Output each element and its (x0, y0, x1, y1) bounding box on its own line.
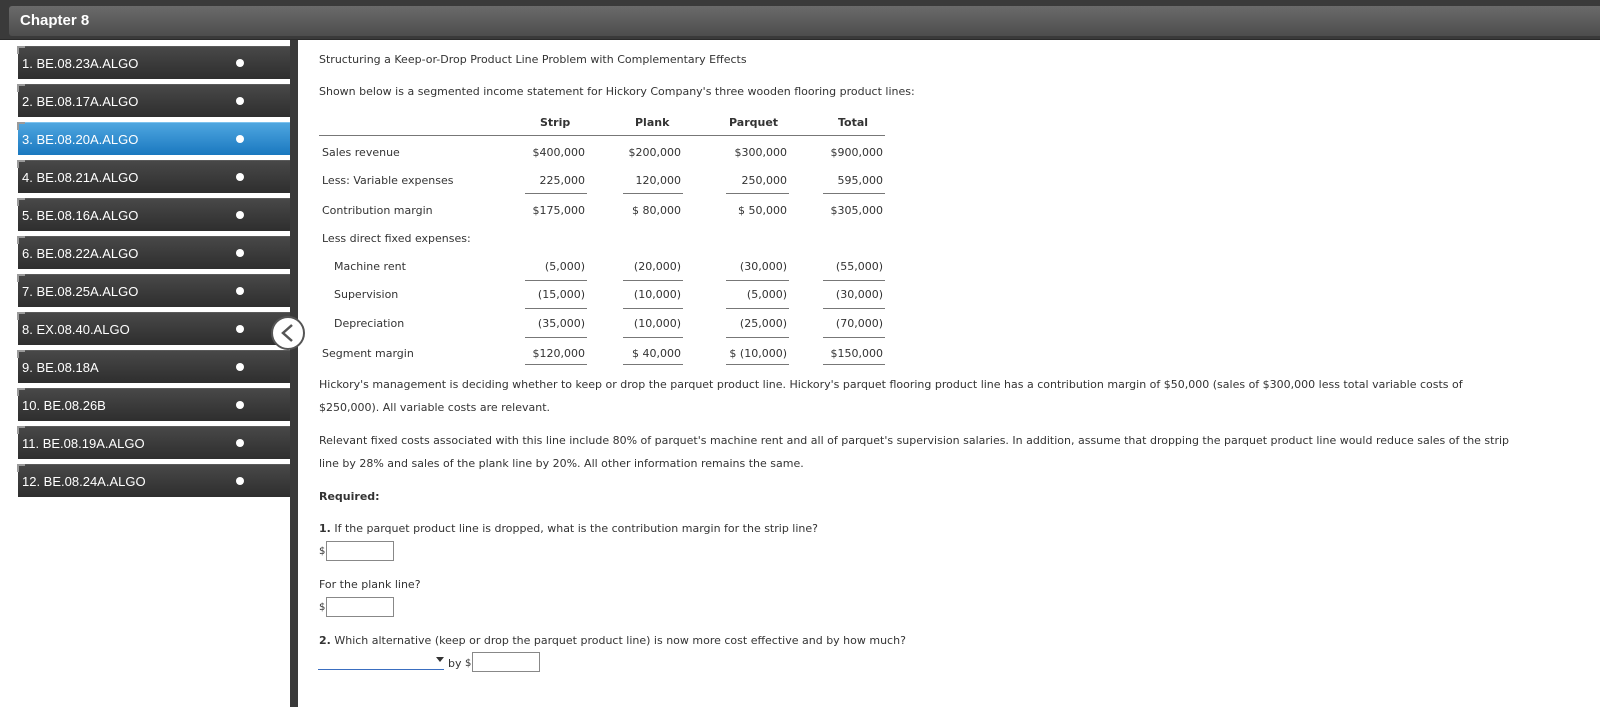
cell-depreciation-strip: (35,000) (537, 317, 585, 330)
row-label-fixed: Less direct fixed expenses: (322, 232, 471, 245)
question-1b-text: For the plank line? (319, 578, 421, 591)
cell-sales-strip: $400,000 (532, 146, 585, 159)
sidebar-item-1[interactable] (18, 46, 290, 79)
subtotal-rule (726, 193, 789, 194)
sidebar-item-label: 9. BE.08.18A (22, 360, 99, 375)
cell-segment-parquet: $ (10,000) (729, 347, 787, 360)
cell-variable-strip: 225,000 (539, 174, 585, 187)
dropdown-arrow-icon (436, 657, 444, 662)
plank-cm-input[interactable] (326, 597, 394, 617)
sidebar-item-label: 6. BE.08.22A.ALGO (22, 246, 139, 261)
cell-cm-total: $305,000 (830, 204, 883, 217)
sidebar-item-3[interactable] (18, 122, 290, 155)
sidebar-item-2[interactable] (18, 84, 290, 117)
status-dot-icon (236, 287, 244, 295)
row-rule (623, 308, 683, 309)
header-rule (319, 135, 885, 136)
row-label-machine-rent: Machine rent (334, 260, 406, 273)
sidebar-item-11[interactable] (18, 426, 290, 459)
required-heading: Required: (319, 490, 380, 503)
sidebar-item-label: 5. BE.08.16A.ALGO (22, 208, 139, 223)
status-dot-icon (236, 477, 244, 485)
paragraph-2-line-1: Relevant fixed costs associated with this line include 80% of parquet's machine rent and all of parquet's supervision salaries. In addition, assume that dropping the parquet product line would reduce sales of the strip (319, 434, 1510, 447)
col-header-parquet: Parquet (729, 116, 779, 129)
cell-supervision-parquet: (5,000) (746, 288, 787, 301)
sidebar-item-9[interactable] (18, 350, 290, 383)
row-rule (726, 308, 789, 309)
sidebar-item-label: 4. BE.08.21A.ALGO (22, 170, 139, 185)
amount-input[interactable] (472, 652, 540, 672)
total-rule (525, 364, 587, 365)
strip-cm-input[interactable] (326, 541, 394, 561)
subtotal-rule (623, 337, 683, 338)
row-rule (823, 308, 885, 309)
row-rule (726, 280, 789, 281)
dollar-sign: $ (465, 658, 472, 669)
dollar-sign: $ (319, 546, 326, 557)
subtotal-rule (823, 337, 885, 338)
status-dot-icon (236, 211, 244, 219)
subtotal-rule (623, 193, 683, 194)
paragraph-2-line-2: line by 28% and sales of the plank line by 20%. All other information remains the same. (319, 457, 804, 470)
row-label-contribution: Contribution margin (322, 204, 433, 217)
by-label: by (448, 657, 462, 670)
cell-depreciation-total: (70,000) (835, 317, 883, 330)
sidebar-item-8[interactable] (18, 312, 290, 345)
question-1-text: If the parquet product line is dropped, what is the contribution margin for the strip line? (334, 522, 818, 535)
row-rule (525, 280, 587, 281)
row-rule (525, 308, 587, 309)
total-rule (726, 364, 789, 365)
cell-depreciation-parquet: (25,000) (739, 317, 787, 330)
paragraph-1-line-2: $250,000). All variable costs are relevant. (319, 401, 551, 414)
cell-cm-parquet: $ 50,000 (738, 204, 787, 217)
cell-rent-strip: (5,000) (544, 260, 585, 273)
alternative-select[interactable] (318, 654, 444, 670)
question-1 (319, 522, 818, 535)
problem-intro: Shown below is a segmented income statement for Hickory Company's three wooden flooring product lines: (319, 85, 915, 98)
sidebar-item-5[interactable] (18, 198, 290, 231)
sidebar-item-6[interactable] (18, 236, 290, 269)
sidebar-item-label: 12. BE.08.24A.ALGO (22, 474, 146, 489)
chevron-left-icon (279, 323, 297, 343)
chapter-tab (9, 6, 1600, 36)
cell-segment-plank: $ 40,000 (632, 347, 681, 360)
problem-title: Structuring a Keep-or-Drop Product Line Problem with Complementary Effects (319, 53, 747, 66)
cell-variable-parquet: 250,000 (741, 174, 787, 187)
cell-cm-plank: $ 80,000 (632, 204, 681, 217)
row-label-supervision: Supervision (334, 288, 399, 301)
cell-depreciation-plank: (10,000) (633, 317, 681, 330)
sidebar-item-12[interactable] (18, 464, 290, 497)
sidebar-item-label: 11. BE.08.19A.ALGO (22, 436, 145, 451)
sidebar-item-label: 1. BE.08.23A.ALGO (22, 56, 139, 71)
cell-variable-total: 595,000 (837, 174, 883, 187)
cell-segment-total: $150,000 (830, 347, 883, 360)
cell-segment-strip: $120,000 (532, 347, 585, 360)
cell-rent-plank: (20,000) (633, 260, 681, 273)
subtotal-rule (525, 337, 587, 338)
total-rule (623, 364, 683, 365)
sidebar-item-label: 10. BE.08.26B (22, 398, 106, 413)
status-dot-icon (236, 97, 244, 105)
cell-rent-total: (55,000) (835, 260, 883, 273)
cell-supervision-plank: (10,000) (633, 288, 681, 301)
question-2-number: 2. (319, 634, 331, 647)
cell-supervision-total: (30,000) (835, 288, 883, 301)
chapter-title: Chapter 8 (20, 12, 90, 29)
col-header-total: Total (838, 116, 869, 129)
cell-sales-total: $900,000 (830, 146, 883, 159)
status-dot-icon (236, 135, 244, 143)
row-label-depreciation: Depreciation (334, 317, 405, 330)
row-label-segment: Segment margin (322, 347, 414, 360)
status-dot-icon (236, 249, 244, 257)
sidebar-item-4[interactable] (18, 160, 290, 193)
subtotal-rule (525, 193, 587, 194)
collapse-sidebar-button[interactable] (271, 316, 305, 350)
sidebar-item-label: 7. BE.08.25A.ALGO (22, 284, 139, 299)
top-bar (0, 0, 1600, 40)
status-dot-icon (236, 59, 244, 67)
sidebar-item-7[interactable] (18, 274, 290, 307)
total-rule (823, 364, 885, 365)
question-1-number: 1. (319, 522, 331, 535)
subtotal-rule (823, 193, 885, 194)
status-dot-icon (236, 401, 244, 409)
sidebar-item-label: 8. EX.08.40.ALGO (22, 322, 130, 337)
sidebar-item-10[interactable] (18, 388, 290, 421)
status-dot-icon (236, 439, 244, 447)
row-label-sales: Sales revenue (322, 146, 400, 159)
subtotal-rule (726, 337, 789, 338)
col-header-plank: Plank (635, 116, 670, 129)
sidebar-item-label: 2. BE.08.17A.ALGO (22, 94, 139, 109)
cell-sales-parquet: $300,000 (734, 146, 787, 159)
cell-variable-plank: 120,000 (635, 174, 681, 187)
col-header-strip: Strip (540, 116, 571, 129)
cell-cm-strip: $175,000 (532, 204, 585, 217)
row-label-variable: Less: Variable expenses (322, 174, 454, 187)
dollar-sign: $ (319, 602, 326, 613)
status-dot-icon (236, 173, 244, 181)
status-dot-icon (236, 325, 244, 333)
question-2-text: Which alternative (keep or drop the parquet product line) is now more cost effective and by how much? (334, 634, 906, 647)
cell-rent-parquet: (30,000) (739, 260, 787, 273)
cell-supervision-strip: (15,000) (537, 288, 585, 301)
sidebar-item-label: 3. BE.08.20A.ALGO (22, 132, 139, 147)
status-dot-icon (236, 363, 244, 371)
row-rule (623, 280, 683, 281)
cell-sales-plank: $200,000 (628, 146, 681, 159)
paragraph-1-line-1: Hickory's management is deciding whether to keep or drop the parquet product line. Hickory's parquet flooring product line has a contribution margin of $50,000 (sales of $300,000 less total variable costs of (319, 378, 1463, 391)
question-2 (319, 634, 906, 647)
row-rule (823, 280, 885, 281)
sidebar-divider (290, 40, 298, 707)
